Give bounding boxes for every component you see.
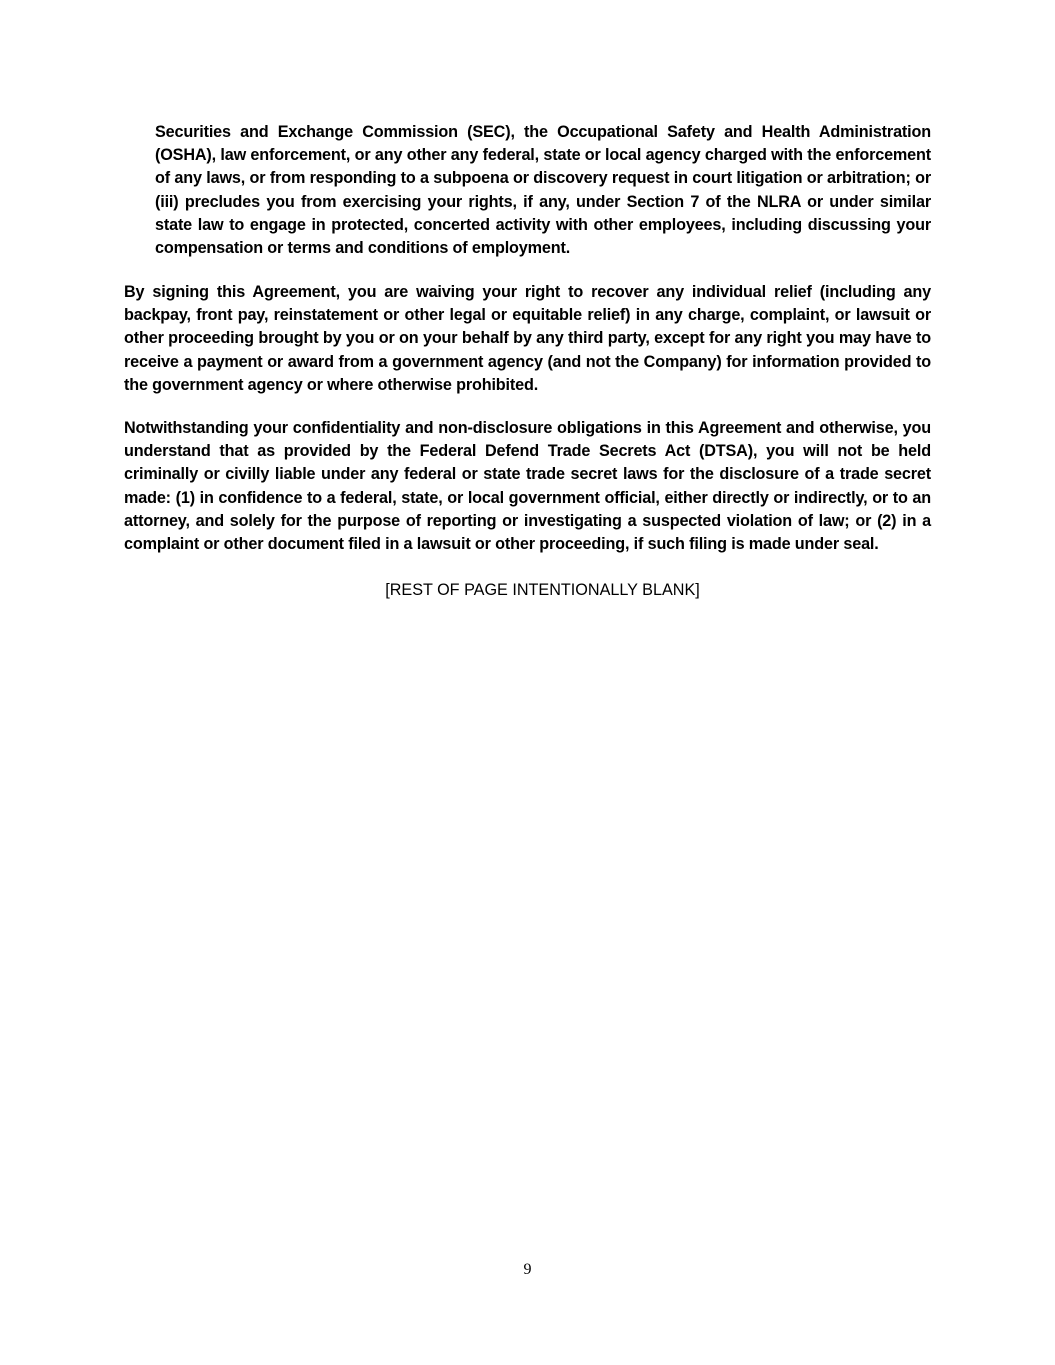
intentionally-blank-notice: [REST OF PAGE INTENTIONALLY BLANK] bbox=[385, 581, 700, 599]
page-number: 9 bbox=[523, 1261, 532, 1278]
indented-continuation-paragraph: Securities and Exchange Commission (SEC), the Occupational Safety and Health Administration (OSHA), law enforcement, or any other any federal, state or local agency charged with the enforcement of any laws, or from responding to a subpoena or discovery request in court litigation or arbitration; or (iii) precludes you from exercising your rights, if any, under Section 7 of the NLRA or under similar state law to engage in protected, concerted activity with other employees, including discussing your compensation or terms and conditions of employment. bbox=[155, 123, 931, 258]
dtsa-paragraph: Notwithstanding your confidentiality and non-disclosure obligations in this Agreement and otherwise, you understand that as provided by the Federal Defend Trade Secrets Act (DTSA), you will not be held criminally or civilly liable under any federal or state trade secret laws for the disclosure of a trade secret made: (1) in confidence to a federal, state, or local government official, either directly or indirectly, or to an attorney, and solely for the purpose of reporting or investigating a suspected violation of law; or (2) in a complaint or other document filed in a lawsuit or other proceeding, if such filing is made under seal. bbox=[124, 419, 931, 554]
waiver-paragraph: By signing this Agreement, you are waiving your right to recover any individual relief (including any backpay, front pay, reinstatement or other legal or equitable relief) in any charge, complaint, or lawsuit or other proceeding brought by you or on your behalf by any third party, except for any right you may have to receive a payment or award from a government agency (and not the Company) for information provided to the government agency or where otherwise prohibited. bbox=[124, 283, 931, 394]
